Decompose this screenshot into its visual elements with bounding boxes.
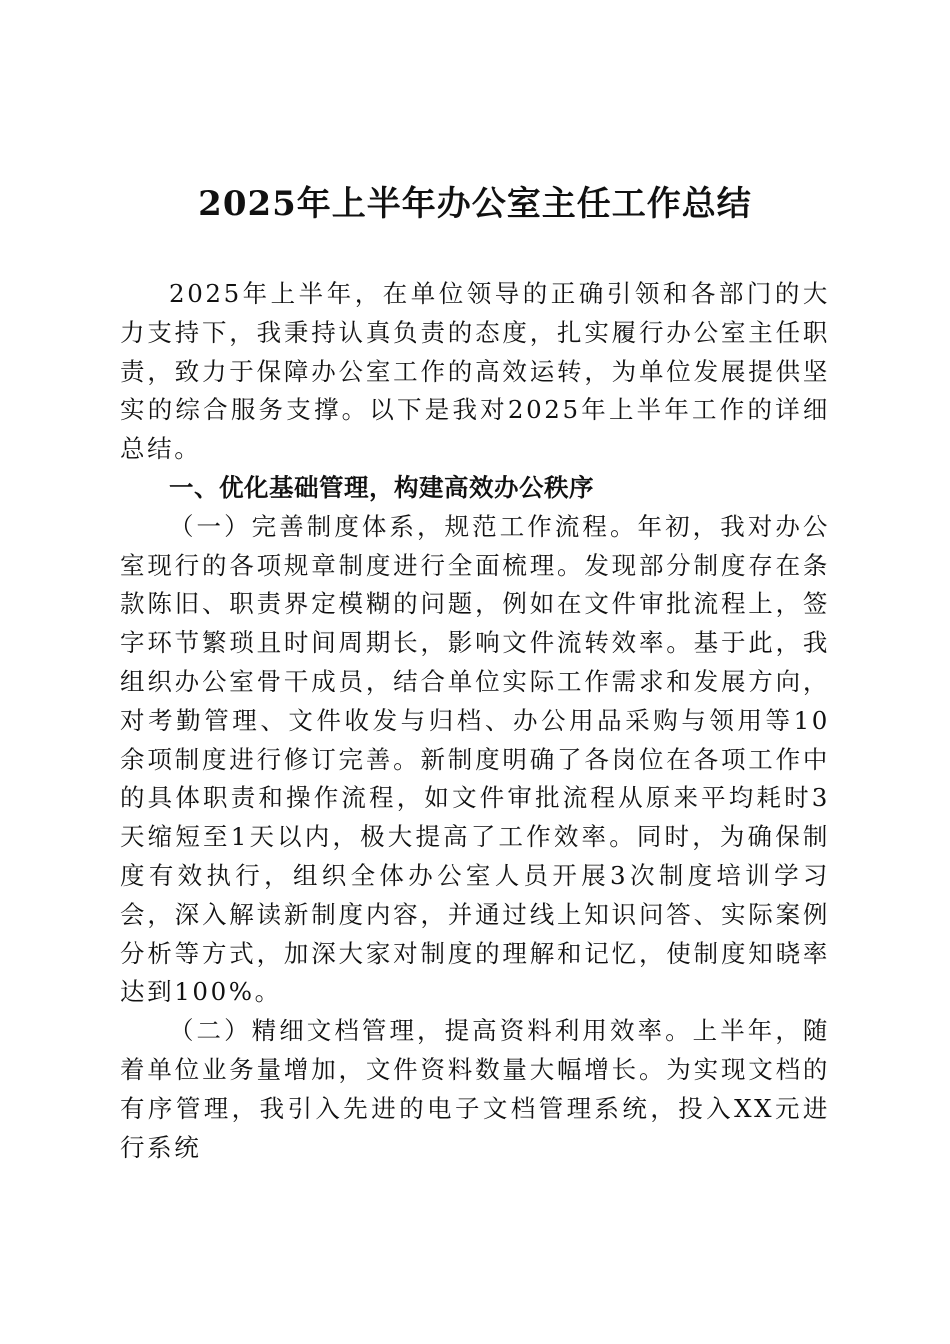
intro-paragraph: 2025年上半年，在单位领导的正确引领和各部门的大力支持下，我秉持认真负责的态度，扎实履行办公室主任职责，致力于保障办公室工作的高效运转，为单位发展提供坚实的综合服务支撑。以下是我对2025年上半年工作的详细总结。: [120, 279, 830, 464]
document-title: 2025年上半年办公室主任工作总结: [198, 184, 752, 224]
body-paragraph: （一）完善制度体系，规范工作流程。年初，我对办公室现行的各项规章制度进行全面梳理。发现部分制度存在条款陈旧、职责界定模糊的问题，例如在文件审批流程上，签字环节繁琐且时间周期长，影响文件流转效率。基于此，我组织办公室骨干成员，结合单位实际工作需求和发展方向，对考勤管理、文件收发与归档、办公用品采购与领用等10余项制度进行修订完善。新制度明确了各岗位在各项工作中的具体职责和操作流程，如文件审批流程从原来平均耗时3天缩短至1天以内，极大提高了工作效率。同时，为确保制度有效执行，组织全体办公室人员开展3次制度培训学习会，深入解读新制度内容，并通过线上知识问答、实际案例分析等方式，加深大家对制度的理解和记忆，使制度知晓率达到100%。: [120, 511, 830, 1007]
section-heading: 一、优化基础管理，构建高效办公秩序: [169, 472, 594, 502]
document-body: [120, 275, 830, 1167]
body-paragraph: （二）精细文档管理，提高资料利用效率。上半年，随着单位业务量增加，文件资料数量大幅增长。为实现文档的有序管理，我引入先进的电子文档管理系统，投入XX元进行系统: [120, 1016, 830, 1162]
